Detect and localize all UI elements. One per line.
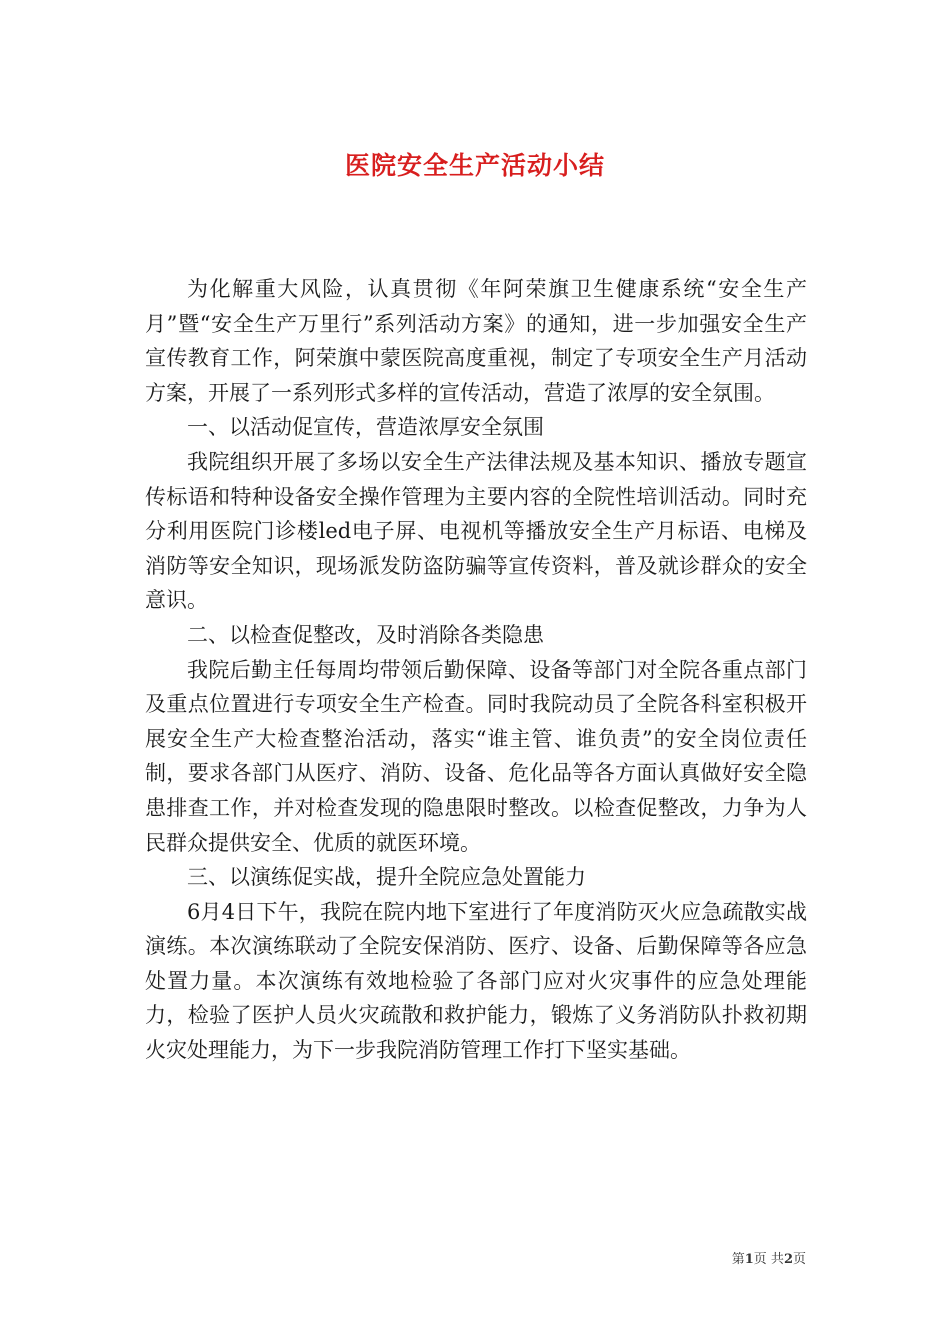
footer-middle: 页 共 [753,1252,784,1267]
document-body [145,272,807,1068]
footer-suffix: 页 [792,1252,806,1267]
footer-prefix: 第 [731,1252,745,1267]
section-paragraph-2: 我院后勤主任每周均带领后勤保障、设备等部门对全院各重点部门及重点位置进行专项安全生产检查。同时我院动员了全院各科室积极开展安全生产大检查整治活动，落实“谁主管、谁负责”的安全岗位责任制，要求各部门从医疗、消防、设备、危化品等各方面认真做好安全隐患排查工作，并对检查发现的隐患限时整改。以检查促整改，力争为人民群众提供安全、优质的就医环境。 [145,657,807,855]
section-heading-2: 二、以检查促整改，及时消除各类隐患 [187,622,544,647]
footer-total-pages: 2 [783,1252,793,1267]
footer-current-page: 1 [744,1252,754,1267]
section-paragraph-3: 6月4日下午，我院在院内地下室进行了年度消防灭火应急疏散实战演练。本次演练联动了全院安保消防、医疗、设备、后勤保障等各应急处置力量。本次演练有效地检验了各部门应对火灾事件的应急处理能力，检验了医护人员火灾疏散和救护能力，锻炼了义务消防队扑救初期火灾处理能力，为下一步我院消防管理工作打下坚实基础。 [145,899,807,1063]
intro-paragraph: 为化解重大风险，认真贯彻《年阿荣旗卫生健康系统“安全生产月”暨“安全生产万里行”系列活动方案》的通知，进一步加强安全生产宣传教育工作，阿荣旗中蒙医院高度重视，制定了专项安全生产月活动方案，开展了一系列形式多样的宣传活动，营造了浓厚的安全氛围。 [145,277,807,405]
page-footer [732,1248,806,1267]
section-heading-3: 三、以演练促实战，提升全院应急处置能力 [187,865,586,890]
section-paragraph-1: 我院组织开展了多场以安全生产法律法规及基本知识、播放专题宣传标语和特种设备安全操作管理为主要内容的全院性培训活动。同时充分利用医院门诊楼led电子屏、电视机等播放安全生产月标语、电梯及消防等安全知识，现场派发防盗防骗等宣传资料，普及就诊群众的安全意识。 [145,449,807,613]
section-heading-1: 一、以活动促宣传，营造浓厚安全氛围 [187,415,544,440]
document-title: 医院安全生产活动小结 [344,150,605,180]
